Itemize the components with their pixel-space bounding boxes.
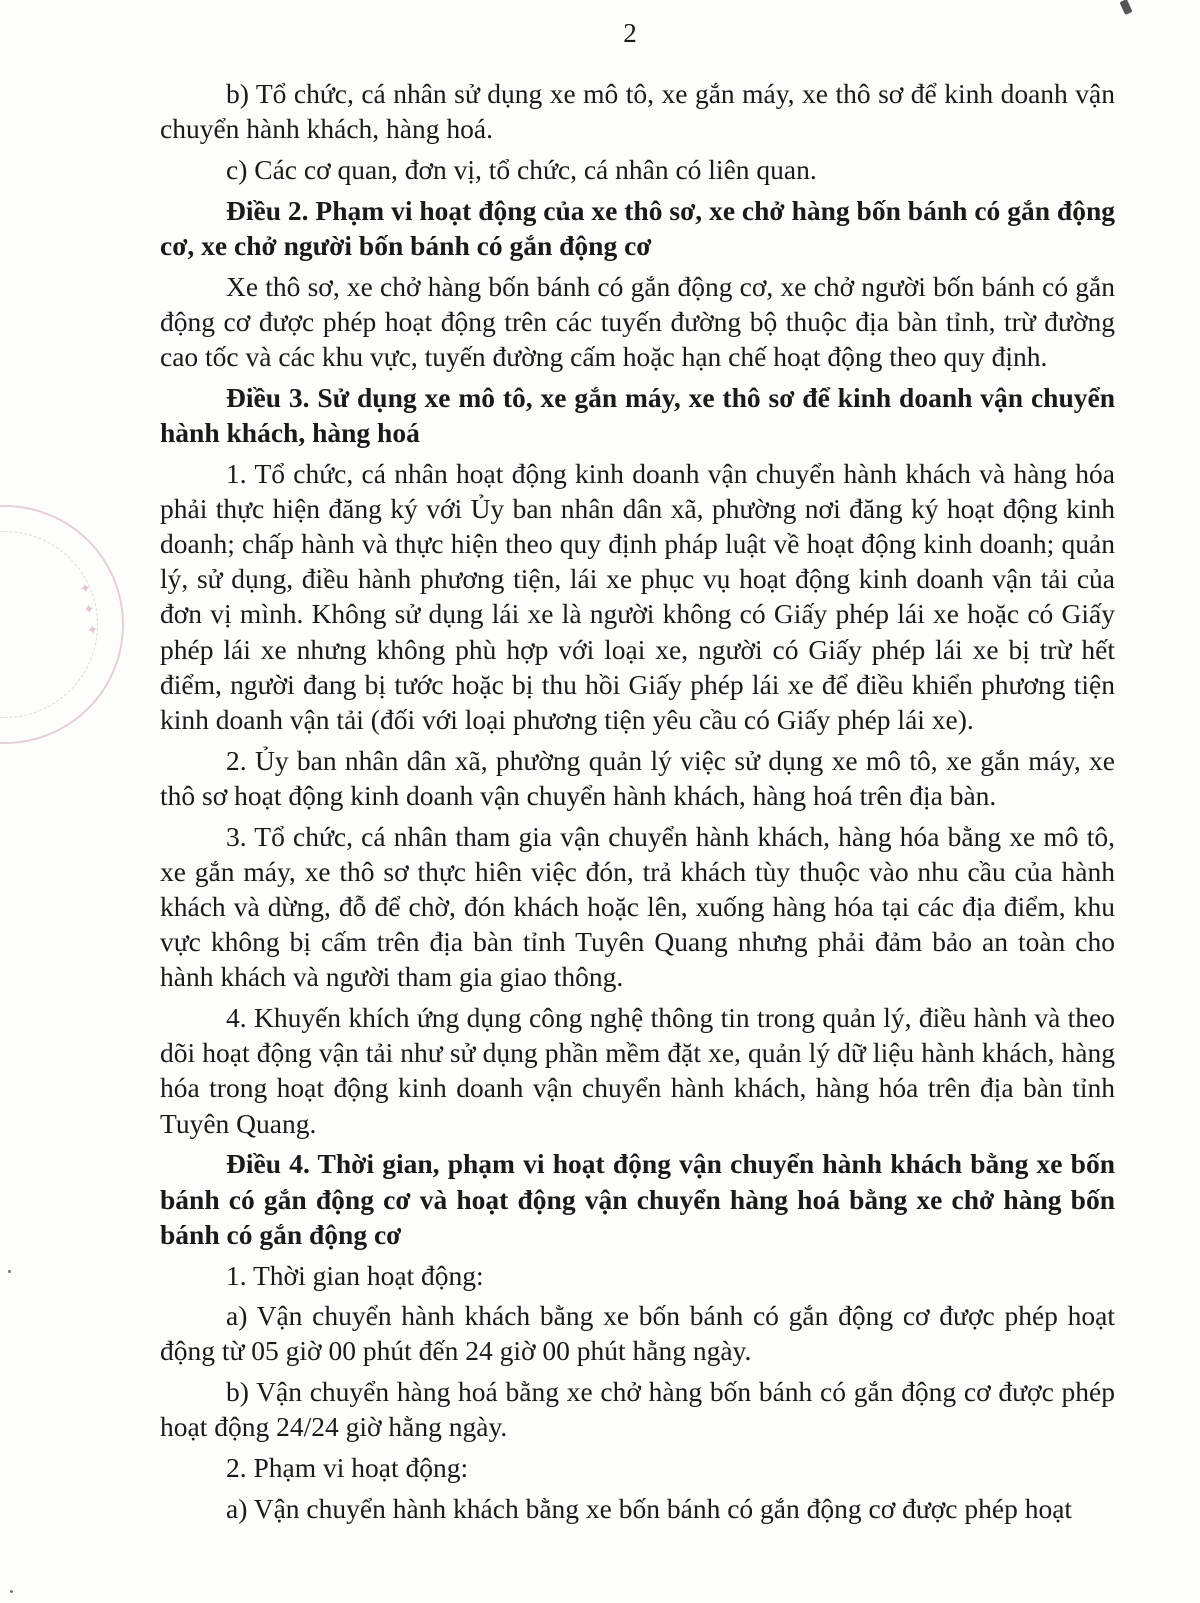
official-seal-stamp bbox=[0, 505, 124, 744]
paragraph: Xe thô sơ, xe chở hàng bốn bánh có gắn động cơ, xe chở người bốn bánh có gắn động cơ được phép hoạt động trên các tuyến đường bộ thuộc địa bàn tỉnh, trừ đường cao tốc và các khu vực, tuyến đường cấm hoặc hạn chế hoạt động theo quy định. bbox=[160, 270, 1115, 372]
scan-speck bbox=[10, 1590, 13, 1593]
document-body bbox=[160, 76, 1115, 1531]
paragraph: 1. Tổ chức, cá nhân hoạt động kinh doanh vận chuyển hành khách và hàng hóa phải thực hiện đăng ký với Ủy ban nhân dân xã, phường nơi đăng ký hoạt động kinh doanh; chấp hành và thực hiện theo quy định pháp luật về hoạt động kinh doanh; quản lý, sử dụng, điều hành phương tiện, lái xe phục vụ hoạt động kinh doanh vận tải của đơn vị mình. Không sử dụng lái xe là người không có Giấy phép lái xe hoặc có Giấy phép lái xe nhưng không phù hợp với loại xe, người có Giấy phép lái xe bị trừ hết điểm, người đang bị tước hoặc bị thu hồi Giấy phép lái xe để điều khiển phương tiện kinh doanh vận tải (đối với loại phương tiện yêu cầu có Giấy phép lái xe). bbox=[160, 457, 1115, 735]
paragraph: 1. Thời gian hoạt động: bbox=[226, 1259, 484, 1291]
article-heading: Điều 3. Sử dụng xe mô tô, xe gắn máy, xe thô sơ để kinh doanh vận chuyển hành khách, hàng hoá bbox=[160, 381, 1115, 448]
article-heading: Điều 2. Phạm vi hoạt động của xe thô sơ, xe chở hàng bốn bánh có gắn động cơ, xe chở người bốn bánh có gắn động cơ bbox=[160, 194, 1115, 261]
paragraph: 2. Phạm vi hoạt động: bbox=[226, 1452, 469, 1484]
paragraph: b) Tổ chức, cá nhân sử dụng xe mô tô, xe gắn máy, xe thô sơ để kinh doanh vận chuyển hành khách, hàng hoá. bbox=[160, 78, 1115, 145]
paragraph: a) Vận chuyển hành khách bằng xe bốn bánh có gắn động cơ được phép hoạt bbox=[226, 1492, 1073, 1524]
seal-text-decoration: ✦ ✦ ✦ bbox=[75, 581, 101, 640]
paragraph: c) Các cơ quan, đơn vị, tổ chức, cá nhân có liên quan. bbox=[226, 153, 817, 185]
corner-ink-mark bbox=[1119, 0, 1132, 15]
paragraph: 2. Ủy ban nhân dân xã, phường quản lý việc sử dụng xe mô tô, xe gắn máy, xe thô sơ hoạt động kinh doanh vận chuyển hành khách, hàng hoá trên địa bàn. bbox=[160, 744, 1115, 811]
paragraph: b) Vận chuyển hàng hoá bằng xe chở hàng bốn bánh có gắn động cơ được phép hoạt động 24/24 giờ hằng ngày. bbox=[160, 1376, 1115, 1443]
scan-speck bbox=[8, 1270, 11, 1273]
paragraph: 4. Khuyến khích ứng dụng công nghệ thông tin trong quản lý, điều hành và theo dõi hoạt động vận tải như sử dụng phần mềm đặt xe, quản lý dữ liệu hành khách, hàng hóa trong hoạt động kinh doanh vận chuyển hành khách, hàng hóa trên địa bàn tỉnh Tuyên Quang. bbox=[160, 1002, 1115, 1139]
paragraph: 3. Tổ chức, cá nhân tham gia vận chuyển hành khách, hàng hóa bằng xe mô tô, xe gắn máy, xe thô sơ thực hiên việc đón, trả khách tùy thuộc vào nhu cầu của hành khách và dừng, đỗ để chờ, đón khách hoặc lên, xuống hàng hóa tại các địa điểm, khu vực không bị cấm trên địa bàn tỉnh Tuyên Quang nhưng phải đảm bảo an toàn cho hành khách và người tham gia giao thông. bbox=[160, 820, 1115, 993]
page-number: 2 bbox=[623, 18, 637, 48]
paragraph: a) Vận chuyển hành khách bằng xe bốn bánh có gắn động cơ được phép hoạt động từ 05 giờ 00 phút đến 24 giờ 00 phút hằng ngày. bbox=[160, 1300, 1115, 1367]
article-heading: Điều 4. Thời gian, phạm vi hoạt động vận chuyển hành khách bằng xe bốn bánh có gắn động cơ và hoạt động vận chuyển hàng hoá bằng xe chở hàng bốn bánh có gắn động cơ bbox=[160, 1148, 1115, 1250]
